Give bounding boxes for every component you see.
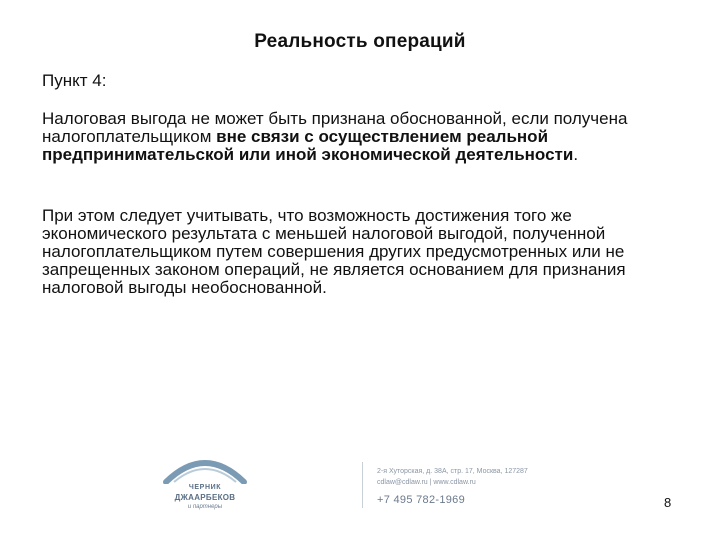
footer-email-web: cdlaw@cdlaw.ru | www.cdlaw.ru <box>377 479 476 486</box>
footer-address: 2-я Хуторская, д. 38А, стр. 17, Москва, 127287 <box>377 468 528 475</box>
paragraph-1-text: Налоговая выгода не может быть признана обоснованной, если получена налогоплательщиком <box>42 109 628 146</box>
company-logo <box>160 452 270 512</box>
logo-line-3: и партнеры <box>187 504 223 510</box>
slide-title: Реальность операций <box>254 31 466 52</box>
paragraph-1 <box>42 110 692 164</box>
point-label: Пункт 4: <box>42 71 107 90</box>
footer-phone: +7 495 782-1969 <box>377 494 465 506</box>
footer-divider <box>362 462 363 508</box>
paragraph-1-bold: вне связи с осуществлением реальной предпринимательской или иной экономической деятельности <box>42 127 574 164</box>
bridge-arc-icon <box>160 452 250 484</box>
paragraph-1-end: . <box>573 145 579 164</box>
paragraph-2: При этом следует учитывать, что возможность достижения того же экономического результата с меньшей налоговой выгодой, полученной налогоплательщиком путем совершения других предусмотренных или не запрещенных законом операций, не является основанием для признания налоговой выгоды необоснованной. <box>42 206 626 297</box>
page-number: 8 <box>664 495 672 510</box>
logo-line-1: ЧЕРНИК <box>188 484 222 491</box>
logo-line-2: ДЖААРБЕКОВ <box>174 493 236 502</box>
